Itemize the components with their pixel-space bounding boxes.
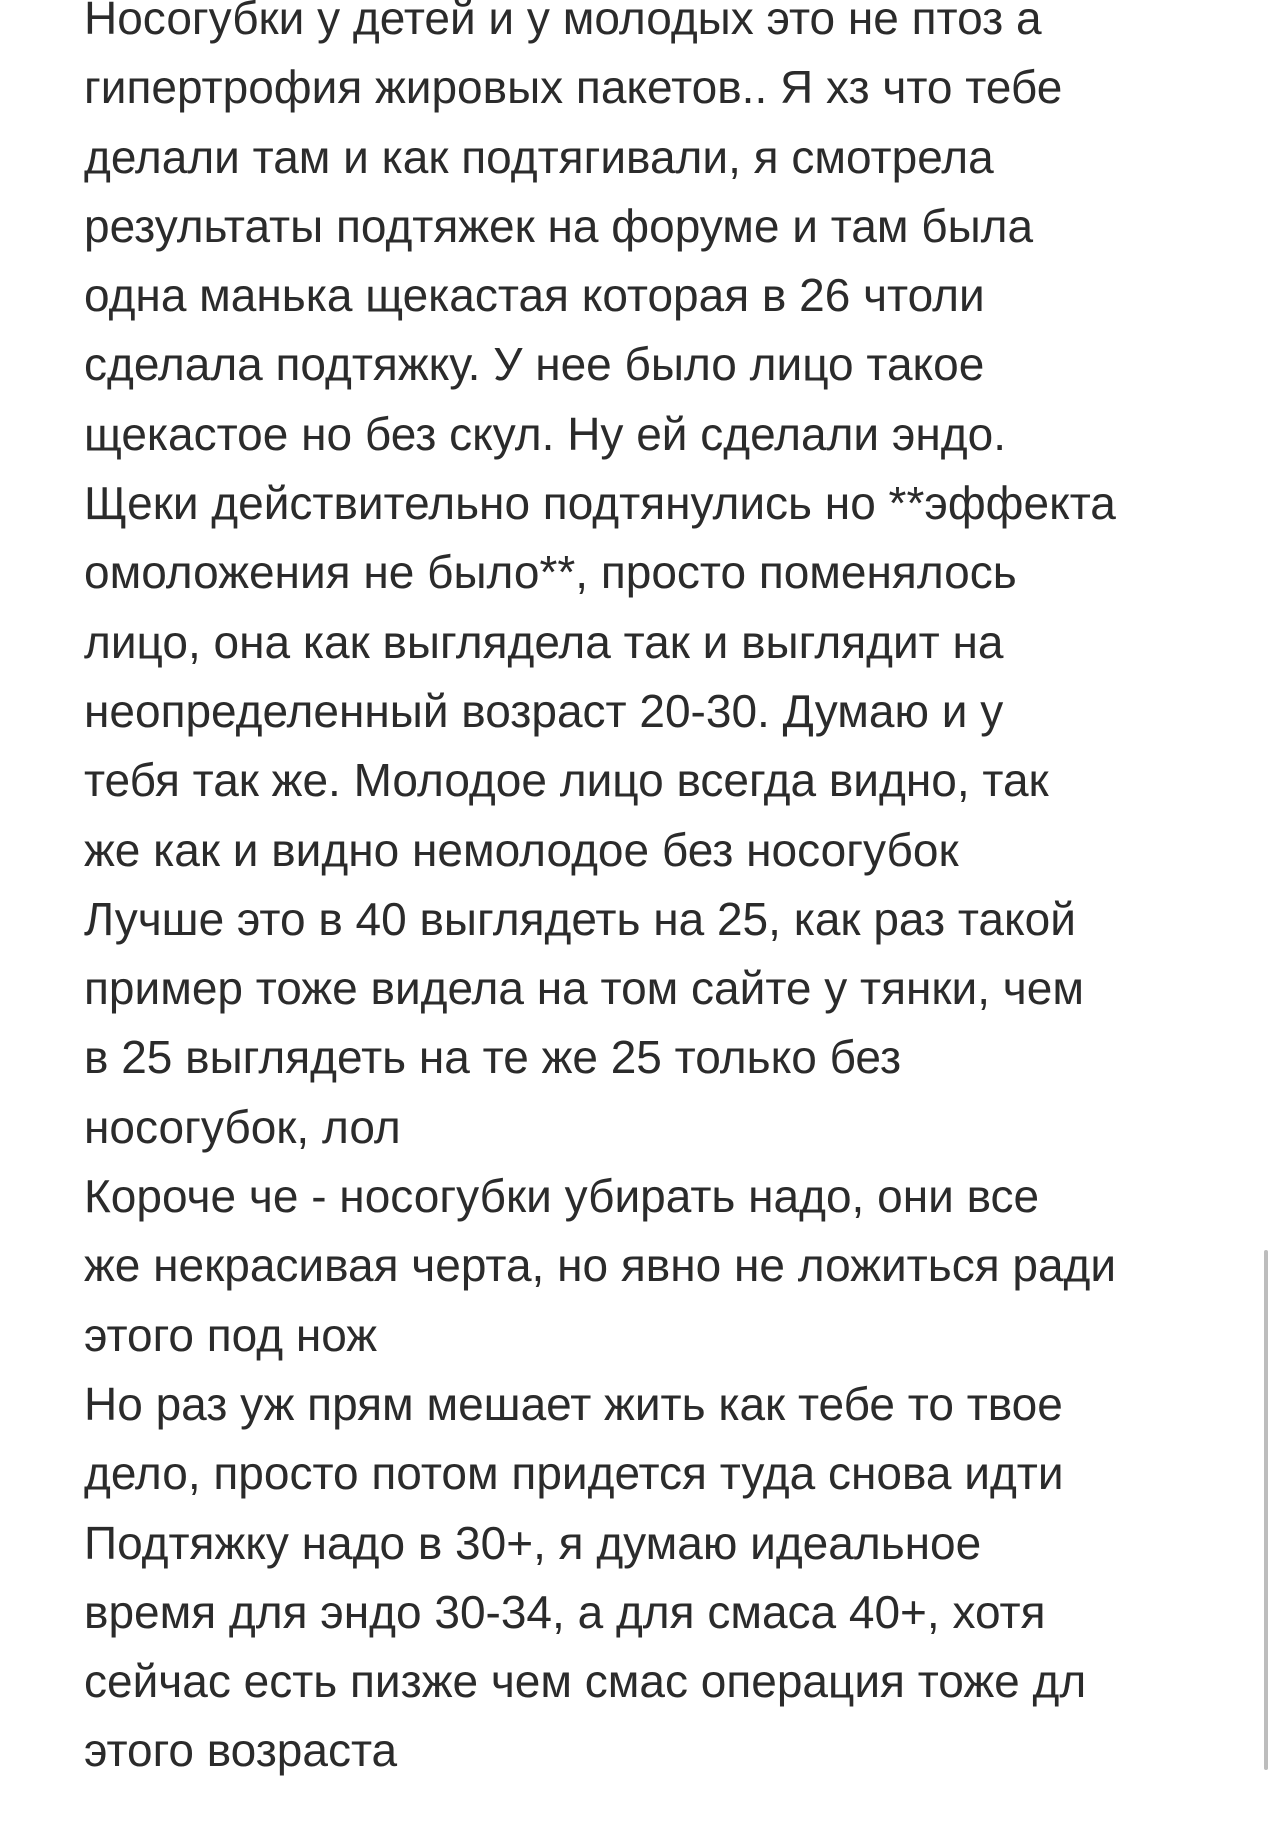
note-line: дело, просто потом придется туда снова идти: [84, 1447, 1064, 1500]
note-line: пример тоже видела на том сайте у тянки, чем: [84, 962, 1084, 1015]
note-line: этого под нож: [84, 1308, 378, 1361]
note-line: носогубок, лол: [84, 1100, 401, 1153]
note-line: Но раз уж прям мешает жить как тебе то твое: [84, 1377, 1063, 1430]
note-line: тебя так же. Молодое лицо всегда видно, так: [84, 754, 1049, 807]
note-line: результаты подтяжек на форуме и там была: [84, 199, 1034, 252]
scrollbar[interactable]: [1259, 0, 1271, 1823]
note-line: в 25 выглядеть на те же 25 только без: [84, 1031, 902, 1084]
note-line: сейчас есть пизже чем смас операция тоже дл: [84, 1655, 1087, 1708]
note-line: сделала подтяжку. У нее было лицо такое: [84, 338, 985, 391]
note-line: же некрасивая черта, но явно не ложиться ради: [84, 1239, 1117, 1292]
scrollbar-thumb[interactable]: [1264, 1250, 1268, 1770]
note-text: [84, 0, 1224, 1786]
note-line: Носогубки у детей и у молодых это не птоз а: [84, 0, 1042, 44]
note-line: гипертрофия жировых пакетов.. Я хз что тебе: [84, 61, 1063, 114]
note-line: одна манька щекастая которая в 26 чтоли: [84, 269, 985, 322]
note-line: омоложения не было**, просто поменялось: [84, 546, 1017, 599]
note-line: делали там и как подтягивали, я смотрела: [84, 130, 994, 183]
note-line: этого возраста: [84, 1724, 398, 1777]
note-line: Лучше это в 40 выглядеть на 25, как раз такой: [84, 892, 1076, 945]
note-line: Щеки действительно подтянулись но **эффекта: [84, 477, 1116, 530]
note-line: Подтяжку надо в 30+, я думаю идеальное: [84, 1516, 982, 1569]
note-line: время для эндо 30-34, а для смаса 40+, хотя: [84, 1585, 1046, 1638]
note-line: лицо, она как выглядела так и выглядит на: [84, 615, 1004, 668]
note-line: неопределенный возраст 20-30. Думаю и у: [84, 684, 1004, 737]
note-line: щекастое но без скул. Ну ей сделали эндо.: [84, 407, 1006, 460]
note-line: Короче че - носогубки убирать надо, они все: [84, 1170, 1040, 1223]
note-line: же как и видно немолодое без носогубок: [84, 823, 959, 876]
